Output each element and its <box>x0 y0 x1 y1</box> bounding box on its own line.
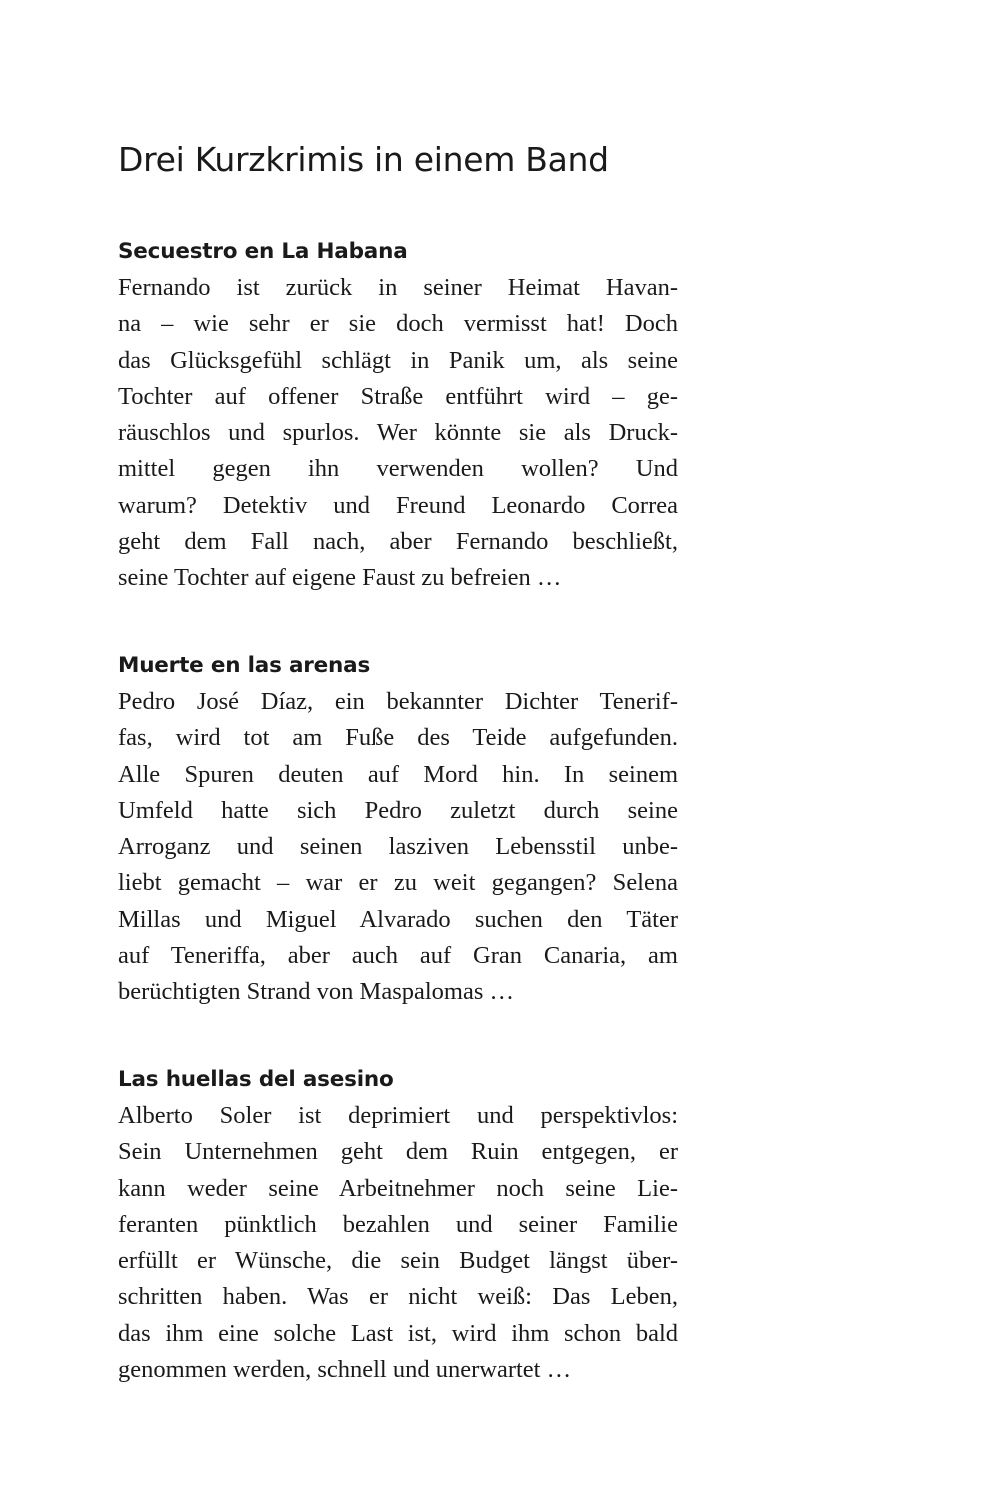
text-line: liebt gemacht – war er zu weit gegangen? Selena <box>118 869 678 897</box>
text-line: Alle Spuren deuten auf Mord hin. In seinem <box>118 760 678 788</box>
text-line: mittel gegen ihn verwenden wollen? Und <box>118 455 678 483</box>
text-line: Fernando ist zurück in seiner Heimat Havan- <box>118 274 678 301</box>
text-line: Sein Unternehmen geht dem Ruin entgegen, er <box>118 1138 678 1166</box>
text-line: feranten pünktlich bezahlen und seiner Familie <box>118 1210 678 1238</box>
text-line: das ihm eine solche Last ist, wird ihm schon bald <box>118 1319 678 1347</box>
text-line: warum? Detektiv und Freund Leonardo Correa <box>118 491 678 519</box>
text-line: Umfeld hatte sich Pedro zuletzt durch seine <box>118 796 678 824</box>
text-line: Alberto Soler ist deprimiert und perspektivlos: <box>118 1102 678 1129</box>
section-heading: Muerte en las arenas <box>118 653 371 678</box>
section-heading: Secuestro en La Habana <box>118 239 408 264</box>
text-line: berüchtigten Strand von Maspalomas … <box>118 978 515 1006</box>
text-line: geht dem Fall nach, aber Fernando beschließt, <box>118 528 678 556</box>
text-line: Arroganz und seinen lasziven Lebensstil unbe- <box>118 833 678 861</box>
section-heading: Las huellas del asesino <box>118 1067 394 1092</box>
text-line: Millas und Miguel Alvarado suchen den Täter <box>118 905 678 933</box>
section-body <box>118 1098 678 1388</box>
text-line: Pedro José Díaz, ein bekannter Dichter Tenerif- <box>118 688 678 715</box>
text-line: schritten haben. Was er nicht weiß: Das Leben, <box>118 1283 678 1311</box>
text-line: auf Teneriffa, aber auch auf Gran Canaria, am <box>118 942 678 970</box>
text-line: räuschlos und spurlos. Wer könnte sie als Druck- <box>118 419 678 447</box>
text-line: erfüllt er Wünsche, die sein Budget längst über- <box>118 1247 678 1275</box>
text-line: fas, wird tot am Fuße des Teide aufgefunden. <box>118 724 678 752</box>
page-title: Drei Kurzkrimis in einem Band <box>118 140 609 179</box>
text-line: seine Tochter auf eigene Faust zu befreien … <box>118 564 562 592</box>
section-body <box>118 684 678 1011</box>
text-line: das Glücksgefühl schlägt in Panik um, als seine <box>118 346 678 374</box>
section-las-huellas-del-asesino <box>118 1062 678 1388</box>
text-line: genommen werden, schnell und unerwartet … <box>118 1356 572 1384</box>
section-secuestro-en-la-habana <box>118 234 678 597</box>
section-body <box>118 270 678 597</box>
text-line: na – wie sehr er sie doch vermisst hat! Doch <box>118 310 678 338</box>
text-line: Tochter auf offener Straße entführt wird – ge- <box>118 382 678 410</box>
text-line: kann weder seine Arbeitnehmer noch seine Lie- <box>118 1174 678 1202</box>
section-muerte-en-las-arenas <box>118 648 678 1011</box>
